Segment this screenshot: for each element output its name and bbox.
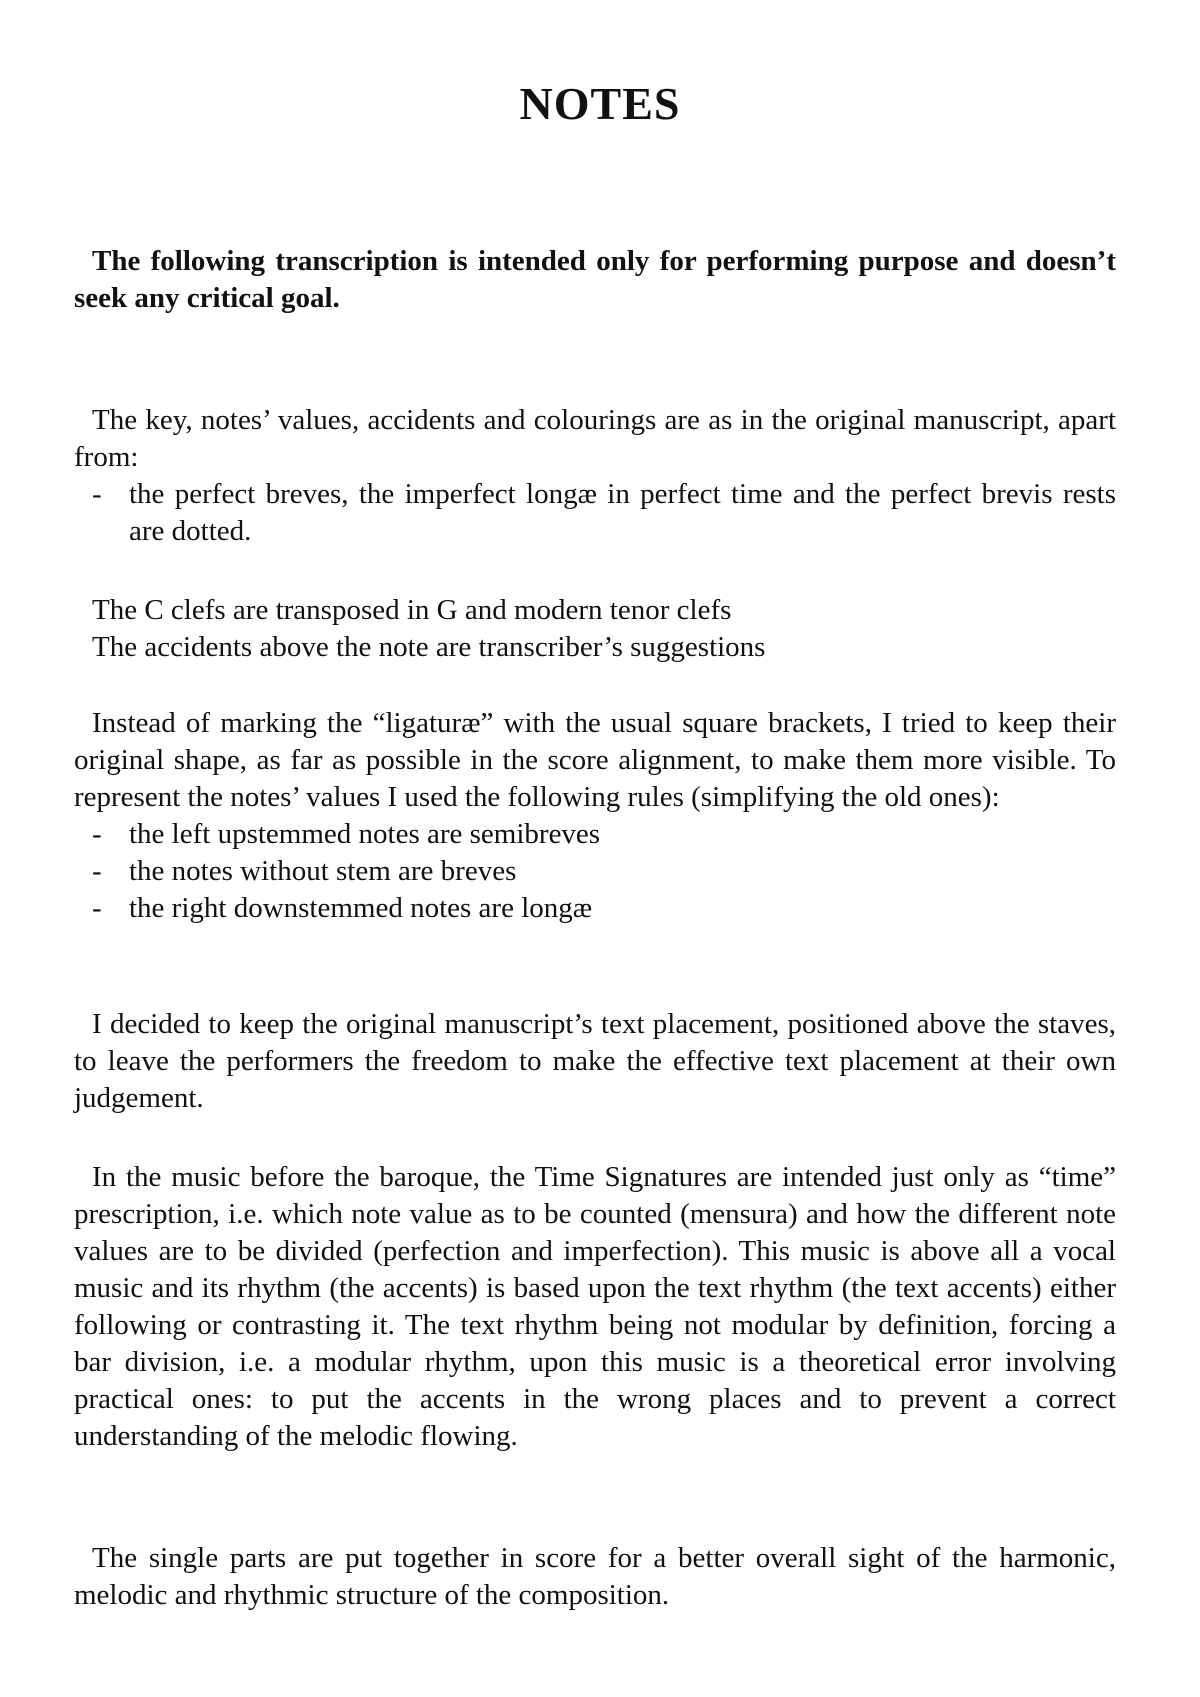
ligatures-rules-list xyxy=(74,816,1116,927)
key-paragraph: The key, notes’ values, accidents and colourings are as in the original manuscript, apart from: xyxy=(74,404,1116,473)
time-signatures-section xyxy=(74,1159,1116,1455)
ligatures-section xyxy=(74,705,1116,927)
score-paragraph: The single parts are put together in score for a better overall sight of the harmonic, melodic and rhythmic structure of the composition. xyxy=(74,1542,1116,1611)
list-item-text: the perfect breves, the imperfect longæ in perfect time and the perfect brevis rests are dotted. xyxy=(129,478,1116,547)
list-item-text: the right downstemmed notes are longæ xyxy=(129,892,593,924)
text-placement-paragraph: I decided to keep the original manuscript’s text placement, positioned above the staves, to leave the performers the freedom to make the effective text placement at their own judgement. xyxy=(74,1008,1116,1114)
clefs-section xyxy=(74,592,1116,666)
list-item xyxy=(74,890,1116,927)
list-item-text: the notes without stem are breves xyxy=(129,855,517,887)
page-title: NOTES xyxy=(519,78,681,129)
key-exceptions-list xyxy=(74,476,1116,550)
list-dash: - xyxy=(92,855,102,887)
time-signatures-paragraph: In the music before the baroque, the Time Signatures are intended just only as “time” prescription, i.e. which note value as to be counted (mensura) and how the different note values are to be divided (perfection and imperfection). This music is above all a vocal music and its rhythm (the accents) is based upon the text rhythm (the text accents) either following or contrasting it. The text rhythm being not modular by definition, forcing a bar division, i.e. a modular rhythm, upon this music is a theoretical error involving practical ones: to put the accents in the wrong places and to prevent a correct understanding of the melodic flowing. xyxy=(74,1161,1116,1452)
intro-paragraph: The following transcription is intended only for performing purpose and doesn’t seek any critical goal. xyxy=(74,245,1116,314)
list-item xyxy=(74,816,1116,853)
score-section xyxy=(74,1540,1116,1614)
accidents-line: The accidents above the note are transcriber’s suggestions xyxy=(92,631,766,663)
ligatures-paragraph: Instead of marking the “ligaturæ” with the usual square brackets, I tried to keep their original shape, as far as possible in the score alignment, to make them more visible. To represent the notes’ values I used the following rules (simplifying the old ones): xyxy=(74,707,1116,813)
text-placement-section xyxy=(74,1006,1116,1117)
intro-block xyxy=(74,243,1116,317)
list-dash: - xyxy=(92,478,102,510)
clefs-line: The C clefs are transposed in G and modern tenor clefs xyxy=(92,594,732,626)
key-section xyxy=(74,402,1116,550)
list-item xyxy=(74,476,1116,550)
list-dash: - xyxy=(92,892,102,924)
list-item xyxy=(74,853,1116,890)
list-item-text: the left upstemmed notes are semibreves xyxy=(129,818,601,850)
list-dash: - xyxy=(92,818,102,850)
